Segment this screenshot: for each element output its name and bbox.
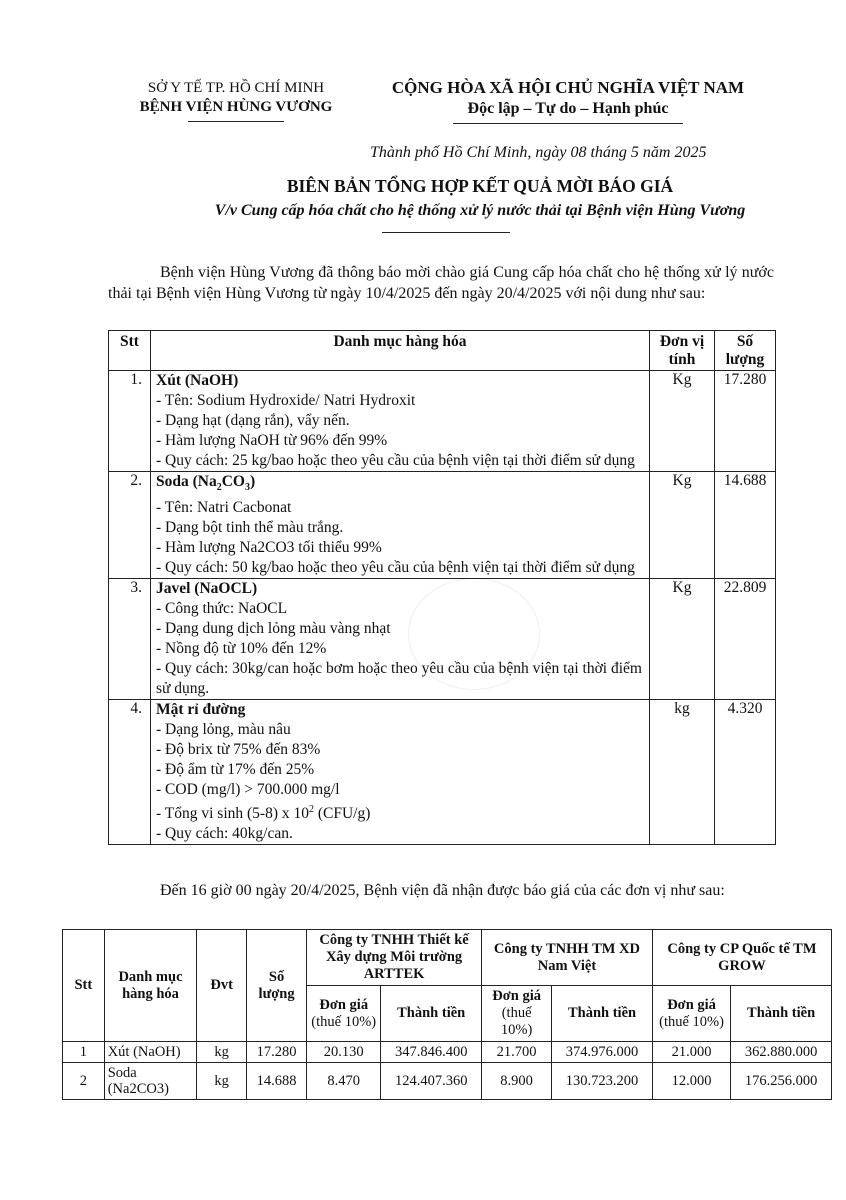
item-name-part: CO bbox=[221, 473, 245, 490]
item-spec: - Độ ẩm từ 17% đến 25% bbox=[156, 761, 315, 779]
item-name: Mật rỉ đường bbox=[156, 701, 246, 719]
row-item bbox=[151, 371, 650, 472]
item-spec: - COD (mg/l) > 700.000 mg/l bbox=[156, 781, 340, 799]
item-spec: - Hàm lượng Na2CO3 tối thiểu 99% bbox=[156, 539, 382, 557]
item-name: Javel (NaOCL) bbox=[156, 580, 258, 598]
nation-name: CỘNG HÒA XÃ HỘI CHỦ NGHĨA VIỆT NAM bbox=[391, 78, 745, 97]
table-row bbox=[109, 700, 776, 845]
quote-comparison-table bbox=[62, 929, 832, 1100]
cell-total-nam-viet: 374.976.000 bbox=[552, 1042, 653, 1063]
goods-table bbox=[108, 330, 776, 845]
header-item: Danh mục hàng hóa bbox=[151, 331, 650, 371]
cell-total-arttek: 124.407.360 bbox=[381, 1063, 482, 1100]
row-item bbox=[151, 700, 650, 845]
subscript: 3 bbox=[244, 482, 250, 494]
row-qty: 4.320 bbox=[715, 700, 776, 845]
table-row bbox=[63, 1063, 832, 1100]
header-price bbox=[482, 986, 552, 1042]
document-title: BIÊN BẢN TỔNG HỢP KẾT QUẢ MỜI BÁO GIÁ bbox=[286, 176, 674, 196]
header-vendor-arttek: Công ty TNHH Thiết kế Xây dựng Môi trường ARTTEK bbox=[307, 930, 482, 986]
cell-item: Soda (Na2CO3) bbox=[104, 1063, 197, 1100]
item-spec: - Công thức: NaOCL bbox=[156, 600, 288, 618]
national-motto-block bbox=[362, 78, 774, 124]
cell-price-grow: 12.000 bbox=[652, 1063, 730, 1100]
item-spec: - Dạng bột tinh thể màu trắng. bbox=[156, 519, 344, 537]
row-stt: 1. bbox=[109, 371, 151, 472]
cell-total-grow: 362.880.000 bbox=[731, 1042, 832, 1063]
cell-price-nam-viet: 21.700 bbox=[482, 1042, 552, 1063]
cell-price-grow: 21.000 bbox=[652, 1042, 730, 1063]
item-spec-part: (CFU/g) bbox=[313, 805, 371, 823]
row-stt: 3. bbox=[109, 579, 151, 700]
cell-qty: 17.280 bbox=[247, 1042, 307, 1063]
cell-qty: 14.688 bbox=[247, 1063, 307, 1100]
motto-underline bbox=[453, 123, 683, 124]
item-spec: - Quy cách: 50 kg/bao hoặc theo yêu cầu của bệnh viện tại thời điểm sử dụng bbox=[156, 559, 635, 577]
item-spec: - Quy cách: 25 kg/bao hoặc theo yêu cầu của bệnh viện tại thời điểm sử dụng bbox=[156, 452, 635, 469]
header-vendor-grow: Công ty CP Quốc tế TM GROW bbox=[652, 930, 831, 986]
motto: Độc lập – Tự do – Hạnh phúc bbox=[467, 100, 669, 117]
header-unit: Đơn vị tính bbox=[650, 331, 715, 371]
header-stt: Stt bbox=[63, 930, 105, 1042]
cell-unit: kg bbox=[197, 1042, 247, 1063]
cell-price-arttek: 20.130 bbox=[307, 1042, 381, 1063]
header-total: Thành tiền bbox=[381, 986, 482, 1042]
item-spec: - Độ brix từ 75% đến 83% bbox=[156, 741, 321, 759]
header-price-label: Đơn giá bbox=[319, 996, 369, 1013]
item-spec-part: - Tổng vi sinh (5-8) x 10 bbox=[156, 805, 309, 823]
row-unit: Kg bbox=[650, 579, 715, 700]
header-price-label: Đơn giá bbox=[667, 996, 716, 1013]
cell-total-arttek: 347.846.400 bbox=[381, 1042, 482, 1063]
item-spec: - Quy cách: 30kg/can hoặc bơm hoặc theo yêu cầu của bệnh viện tại thời điểm sử dụng. bbox=[156, 660, 642, 698]
item-name bbox=[156, 472, 644, 498]
header-total: Thành tiền bbox=[552, 986, 653, 1042]
header-price bbox=[307, 986, 381, 1042]
table-row bbox=[109, 579, 776, 700]
row-item bbox=[151, 472, 650, 579]
header-total: Thành tiền bbox=[731, 986, 832, 1042]
cell-stt: 1 bbox=[63, 1042, 105, 1063]
document-date: Thành phố Hồ Chí Minh, ngày 08 tháng 5 năm 2025 bbox=[370, 144, 707, 161]
row-item bbox=[151, 579, 650, 700]
issuer-underline bbox=[188, 121, 284, 122]
row-unit: Kg bbox=[650, 371, 715, 472]
row-unit: kg bbox=[650, 700, 715, 845]
row-qty: 14.688 bbox=[715, 472, 776, 579]
item-spec: - Tên: Sodium Hydroxide/ Natri Hydroxit bbox=[156, 392, 416, 409]
department-name: SỞ Y TẾ TP. HỒ CHÍ MINH bbox=[147, 80, 325, 96]
item-spec bbox=[156, 800, 644, 824]
subscript: 2 bbox=[216, 482, 222, 494]
header-price bbox=[652, 986, 730, 1042]
header-price-label: Đơn giá bbox=[492, 988, 541, 1004]
item-spec: - Quy cách: 40kg/can. bbox=[156, 825, 293, 843]
item-spec: - Dạng lỏng, màu nâu bbox=[156, 721, 291, 739]
header-unit: Đvt bbox=[197, 930, 247, 1042]
header-vat-note: (thuế 10%) bbox=[500, 1005, 533, 1038]
issuer-block bbox=[118, 80, 354, 122]
superscript: 2 bbox=[308, 804, 314, 816]
header-vat-note: (thuế 10%) bbox=[311, 1013, 377, 1030]
table-row bbox=[109, 472, 776, 579]
hospital-name: BỆNH VIỆN HÙNG VƯƠNG bbox=[139, 99, 333, 115]
header-qty: Số lượng bbox=[247, 930, 307, 1042]
item-name-part: ) bbox=[249, 473, 256, 490]
item-name-part: Soda (Na bbox=[156, 473, 217, 490]
title-underline bbox=[382, 232, 510, 233]
item-spec: - Dạng dung dịch lỏng màu vàng nhạt bbox=[156, 620, 391, 638]
item-name: Xút (NaOH) bbox=[156, 372, 239, 389]
table-row bbox=[63, 1042, 832, 1063]
item-spec: - Tên: Natri Cacbonat bbox=[156, 499, 292, 517]
row-qty: 17.280 bbox=[715, 371, 776, 472]
table-row bbox=[109, 371, 776, 472]
document-subtitle: V/v Cung cấp hóa chất cho hệ thống xử lý nước thải tại Bệnh viện Hùng Vương bbox=[214, 202, 746, 219]
item-spec: - Dạng hạt (dạng rắn), vẩy nến. bbox=[156, 412, 350, 429]
cell-unit: kg bbox=[197, 1063, 247, 1100]
item-spec: - Hàm lượng NaOH từ 96% đến 99% bbox=[156, 432, 388, 449]
header-stt: Stt bbox=[109, 331, 151, 371]
row-qty: 22.809 bbox=[715, 579, 776, 700]
quote-header-row-1 bbox=[63, 930, 832, 986]
intro-paragraph: Bệnh viện Hùng Vương đã thông báo mời chào giá Cung cấp hóa chất cho hệ thống xử lý nước thải tại Bệnh viện Hùng Vương từ ngày 10/4/2025 đến ngày 20/4/2025 với nội dung như sau: bbox=[108, 264, 774, 302]
item-spec: - Nồng độ từ 10% đến 12% bbox=[156, 640, 327, 658]
header-qty: Số lượng bbox=[715, 331, 776, 371]
header-vat-note: (thuế 10%) bbox=[659, 1013, 724, 1030]
cell-total-nam-viet: 130.723.200 bbox=[552, 1063, 653, 1100]
header-vendor-nam-viet: Công ty TNHH TM XD Nam Việt bbox=[482, 930, 653, 986]
cell-price-nam-viet: 8.900 bbox=[482, 1063, 552, 1100]
row-unit: Kg bbox=[650, 472, 715, 579]
quotes-received-paragraph: Đến 16 giờ 00 ngày 20/4/2025, Bệnh viện đã nhận được báo giá của các đơn vị như sau: bbox=[160, 882, 725, 899]
goods-table-header bbox=[109, 331, 776, 371]
header-item: Danh mục hàng hóa bbox=[104, 930, 197, 1042]
cell-item: Xút (NaOH) bbox=[104, 1042, 197, 1063]
row-stt: 2. bbox=[109, 472, 151, 579]
cell-total-grow: 176.256.000 bbox=[731, 1063, 832, 1100]
row-stt: 4. bbox=[109, 700, 151, 845]
cell-price-arttek: 8.470 bbox=[307, 1063, 381, 1100]
cell-stt: 2 bbox=[63, 1063, 105, 1100]
